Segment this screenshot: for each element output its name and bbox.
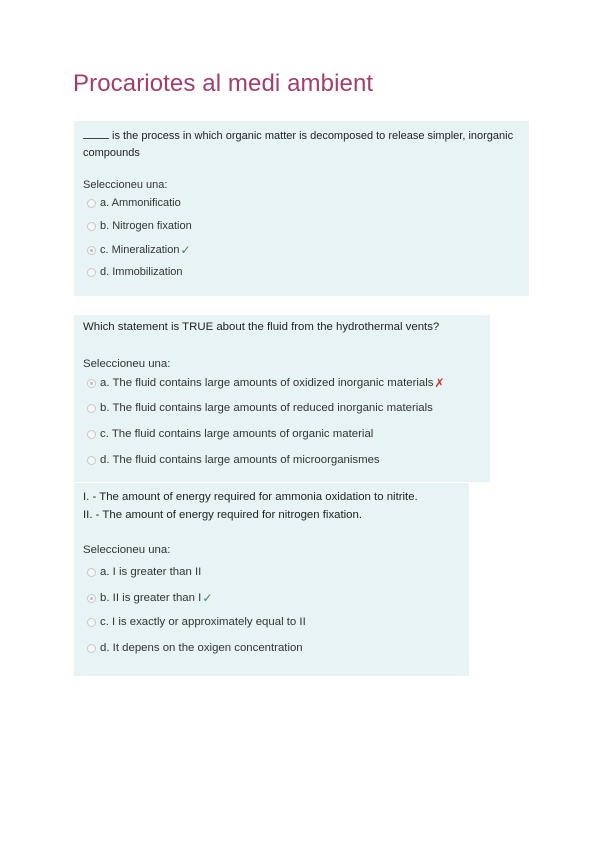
radio-button[interactable] xyxy=(87,430,96,439)
radio-button[interactable] xyxy=(87,568,96,577)
correct-check-icon: ✓ xyxy=(180,243,191,257)
select-prompt: Seleccioneu una: xyxy=(83,179,168,191)
question-text: is the process in which organic matter is decomposed to release simpler, inorganic compounds xyxy=(83,130,514,159)
radio-button[interactable] xyxy=(87,222,96,231)
fill-blank xyxy=(83,129,109,139)
question-text: Which statement is TRUE about the fluid from the hydrothermal vents? xyxy=(83,321,440,333)
question-text xyxy=(83,488,468,524)
answer-option[interactable] xyxy=(87,454,380,466)
answer-option[interactable] xyxy=(87,197,181,209)
radio-button[interactable] xyxy=(87,268,96,277)
option-label: c. The fluid contains large amounts of organic material xyxy=(100,428,374,440)
option-label: b. Nitrogen fixation xyxy=(100,220,192,232)
radio-button-selected[interactable] xyxy=(87,594,96,603)
question-card-3 xyxy=(74,483,469,676)
page-title: Procariotes al medi ambient xyxy=(73,70,374,97)
radio-button[interactable] xyxy=(87,199,96,208)
option-label: c. I is exactly or approximately equal to II xyxy=(100,616,306,628)
question-card-2 xyxy=(74,315,490,482)
question-line: I. - The amount of energy required for ammonia oxidation to nitrite. xyxy=(83,491,418,503)
radio-button[interactable] xyxy=(87,404,96,413)
option-label: a. I is greater than II xyxy=(100,566,202,578)
answer-option[interactable] xyxy=(87,220,192,232)
radio-button[interactable] xyxy=(87,456,96,465)
answer-option[interactable] xyxy=(87,402,433,414)
option-label: a. The fluid contains large amounts of oxidized inorganic materials xyxy=(100,377,434,389)
option-label: a. Ammonificatio xyxy=(100,197,181,209)
correct-check-icon: ✓ xyxy=(202,591,213,605)
radio-button[interactable] xyxy=(87,618,96,627)
answer-option[interactable] xyxy=(87,642,303,654)
answer-option[interactable] xyxy=(87,243,191,257)
radio-button-selected[interactable] xyxy=(87,246,96,255)
option-label: d. Immobilization xyxy=(100,266,183,278)
option-label: c. Mineralization xyxy=(100,244,180,256)
radio-button[interactable] xyxy=(87,644,96,653)
option-label: b. The fluid contains large amounts of reduced inorganic materials xyxy=(100,402,433,414)
question-line: II. - The amount of energy required for nitrogen fixation. xyxy=(83,509,363,521)
answer-option[interactable] xyxy=(87,376,445,390)
select-prompt: Seleccioneu una: xyxy=(83,358,171,370)
answer-option[interactable] xyxy=(87,428,373,440)
question-card-1 xyxy=(74,121,529,296)
option-label: b. II is greater than I xyxy=(100,592,202,604)
select-prompt: Seleccioneu una: xyxy=(83,544,171,556)
answer-option[interactable] xyxy=(87,616,306,628)
answer-option[interactable] xyxy=(87,591,212,605)
radio-button-selected[interactable] xyxy=(87,379,96,388)
answer-option[interactable] xyxy=(87,266,183,278)
option-label: d. It depens on the oxigen concentration xyxy=(100,642,303,654)
option-label: d. The fluid contains large amounts of microorganismes xyxy=(100,454,380,466)
answer-option[interactable] xyxy=(87,566,201,578)
incorrect-cross-icon: ✗ xyxy=(434,376,445,390)
